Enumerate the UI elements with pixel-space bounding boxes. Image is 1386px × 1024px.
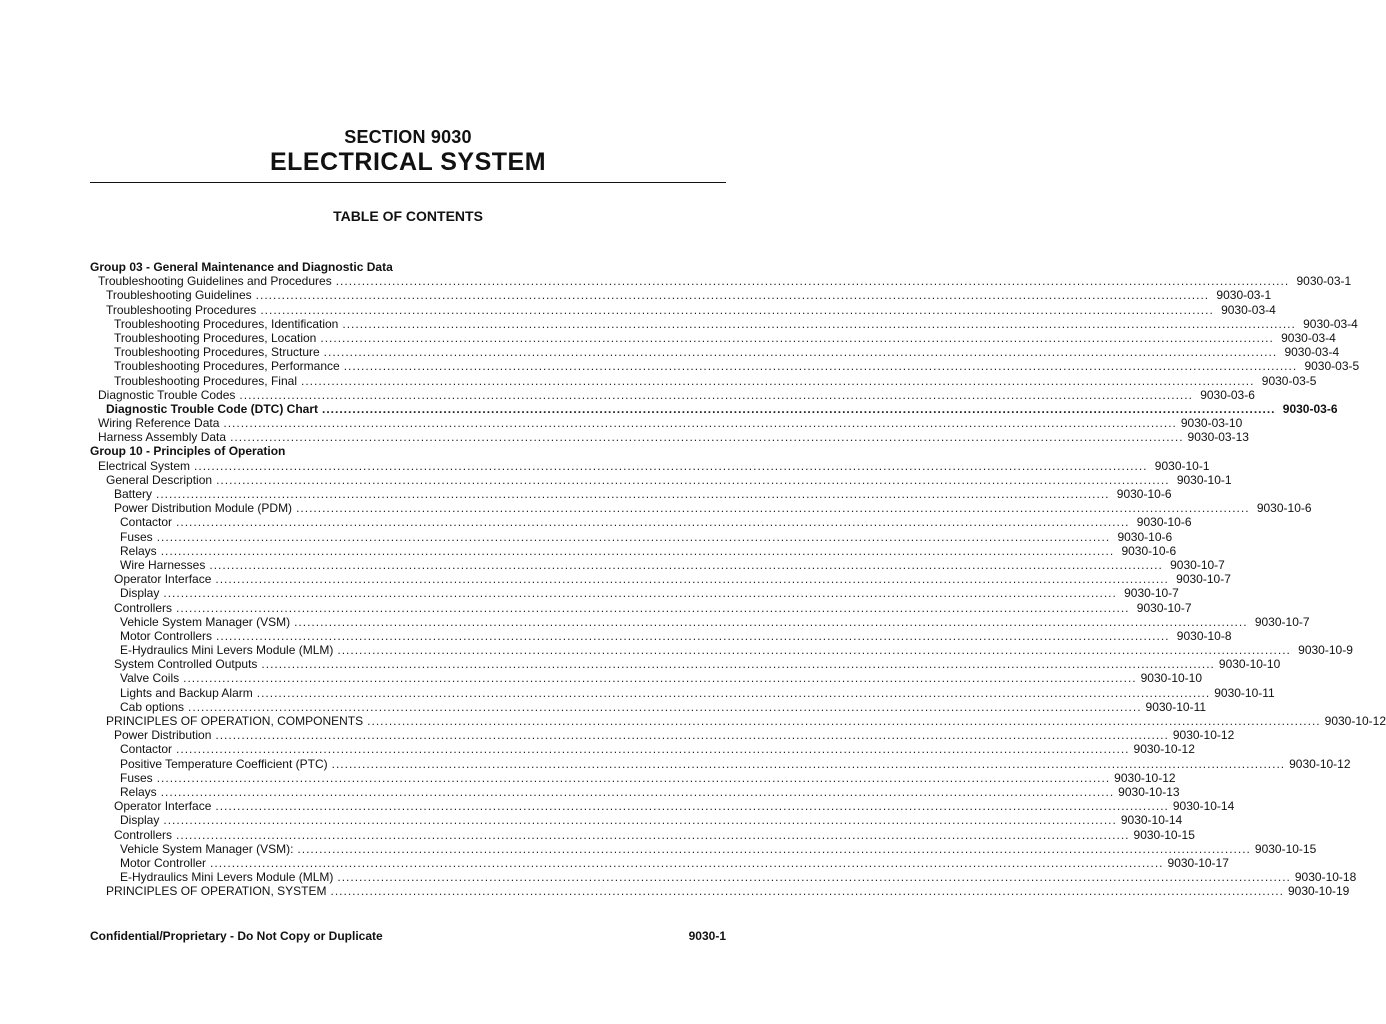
dot-leader: ............................................................................................................................................................................................................................ <box>320 330 1274 345</box>
toc-entry-page: 9030-10-1 <box>1176 472 1232 487</box>
toc-entry-title: Troubleshooting Procedures, Final <box>114 373 297 388</box>
dot-leader: ............................................................................................................................................................................................................................ <box>261 657 1215 672</box>
toc-entry-title: Wire Harnesses <box>120 557 206 572</box>
footer-page-number: 9030-1 <box>688 929 726 943</box>
toc-entry-title: Lights and Backup Alarm <box>120 685 253 700</box>
toc-entry-page: 9030-10-17 <box>1167 855 1229 870</box>
toc-entry-page: 9030-10-13 <box>1118 784 1180 799</box>
dot-leader: ............................................................................................................................................................................................................................ <box>194 458 1148 473</box>
toc-entry-title: Vehicle System Manager (VSM): <box>120 841 294 856</box>
toc-entry-page: 9030-03-6 <box>1200 387 1255 402</box>
toc-entry[interactable] <box>90 657 1281 672</box>
toc-entry[interactable] <box>90 685 1275 700</box>
toc-entry-title: PRINCIPLES OF OPERATION, COMPONENTS <box>106 714 364 728</box>
dot-leader: ............................................................................................................................................................................................................................ <box>294 614 1248 629</box>
toc-entry-page: 9030-03-10 <box>1180 416 1243 431</box>
table-of-contents <box>90 260 1386 899</box>
dot-leader: ............................................................................................................................................................................................................................ <box>337 870 1291 885</box>
dot-leader: ............................................................................................................................................................................................................................ <box>367 714 1321 728</box>
dot-leader: ............................................................................................................................................................................................................................ <box>216 628 1170 643</box>
toc-entry-title: Troubleshooting Guidelines and Procedures <box>98 274 332 289</box>
toc-entry-title: Controllers <box>114 600 173 615</box>
toc-group-heading <box>90 260 726 274</box>
toc-entry-page: 9030-03-6 <box>1282 401 1338 416</box>
toc-entry-page: 9030-10-6 <box>1116 487 1172 501</box>
toc-heading: TABLE OF CONTENTS <box>333 208 483 224</box>
toc-entry[interactable] <box>90 813 1183 828</box>
toc-entry[interactable] <box>90 799 1235 814</box>
toc-entry-page: 9030-10-9 <box>1298 643 1353 658</box>
dot-leader: ............................................................................................................................................................................................................................ <box>160 784 1115 799</box>
toc-entry-title: Valve Coils <box>120 671 180 686</box>
page-title: ELECTRICAL SYSTEM <box>269 148 547 176</box>
toc-entry-page: 9030-10-12 <box>1133 742 1195 757</box>
dot-leader: ............................................................................................................................................................................................................................ <box>297 841 1251 856</box>
toc-entry[interactable] <box>90 714 1386 728</box>
dot-leader: ............................................................................................................................................................................................................................ <box>322 401 1276 416</box>
toc-entry-title: Contactor <box>120 515 173 530</box>
toc-entry[interactable] <box>90 430 1249 445</box>
toc-entry-title: System Controlled Outputs <box>114 657 258 672</box>
toc-entry-page: 9030-10-19 <box>1287 884 1350 899</box>
toc-entry-page: 9030-03-5 <box>1261 373 1317 388</box>
toc-entry-title: General Description <box>106 472 213 487</box>
dot-leader: ............................................................................................................................................................................................................................ <box>156 487 1110 501</box>
toc-entry-page: 9030-10-10 <box>1218 657 1281 672</box>
toc-entry-title: Troubleshooting Guidelines <box>106 288 252 303</box>
toc-entry-page: 9030-10-6 <box>1256 501 1312 516</box>
toc-entry-page: 9030-10-12 <box>1172 728 1235 743</box>
toc-entry[interactable] <box>90 274 1352 289</box>
toc-entry-title: Troubleshooting Procedures, Identification <box>114 316 339 331</box>
dot-leader: ............................................................................................................................................................................................................................ <box>215 728 1169 743</box>
title-divider <box>90 182 726 183</box>
toc-entry[interactable] <box>90 827 1195 842</box>
dot-leader: ............................................................................................................................................................................................................................ <box>331 756 1286 771</box>
toc-entry-page: 9030-10-7 <box>1136 600 1192 615</box>
toc-entry-title: Electrical System <box>98 458 191 473</box>
toc-entry-page: 9030-10-6 <box>1117 529 1173 544</box>
dot-leader: ............................................................................................................................................................................................................................ <box>335 274 1290 289</box>
toc-entry-page: 9030-10-10 <box>1140 671 1203 686</box>
toc-entry-page: 9030-10-18 <box>1294 870 1357 885</box>
toc-entry-page: 9030-10-7 <box>1124 586 1179 601</box>
toc-entry-title: E-Hydraulics Mini Levers Module (MLM) <box>120 870 334 885</box>
toc-entry-page: 9030-10-14 <box>1172 799 1235 814</box>
dot-leader: ............................................................................................................................................................................................................................ <box>176 515 1130 530</box>
toc-entry-title: Power Distribution Module (PDM) <box>114 501 293 516</box>
dot-leader: ............................................................................................................................................................................................................................ <box>209 557 1163 572</box>
toc-entry[interactable] <box>90 586 1179 601</box>
toc-entry-title: Controllers <box>114 827 173 842</box>
dot-leader: ............................................................................................................................................................................................................................ <box>156 770 1111 785</box>
toc-entry-page: 9030-10-11 <box>1214 685 1275 700</box>
toc-entry-title: Relays <box>120 784 157 799</box>
dot-leader: ............................................................................................................................................................................................................................ <box>215 572 1169 587</box>
toc-entry[interactable] <box>90 699 1207 714</box>
toc-entry-title: Diagnostic Trouble Codes <box>98 387 236 402</box>
dot-leader: ............................................................................................................................................................................................................................ <box>296 501 1250 516</box>
dot-leader: ............................................................................................................................................................................................................................ <box>323 345 1278 360</box>
toc-entry[interactable] <box>90 373 1317 388</box>
toc-entry-page: 9030-03-4 <box>1303 316 1358 331</box>
toc-entry[interactable] <box>90 784 1180 799</box>
toc-entry[interactable] <box>90 401 1338 416</box>
toc-entry-title: Harness Assembly Data <box>98 430 227 445</box>
toc-group-title: Group 10 - Principles of Operation <box>90 444 286 459</box>
dot-leader: ............................................................................................................................................................................................................................ <box>176 742 1130 757</box>
toc-entry-page: 9030-10-12 <box>1114 770 1176 785</box>
toc-entry-title: Operator Interface <box>114 799 212 814</box>
toc-entry-page: 9030-10-7 <box>1254 614 1310 629</box>
dot-leader: ............................................................................................................................................................................................................................ <box>330 884 1284 899</box>
toc-entry-page: 9030-03-1 <box>1296 274 1352 289</box>
toc-entry-page: 9030-10-7 <box>1176 572 1231 587</box>
toc-entry[interactable] <box>90 671 1203 686</box>
dot-leader: ............................................................................................................................................................................................................................ <box>216 472 1170 487</box>
toc-entry-title: Contactor <box>120 742 173 757</box>
toc-entry-title: Troubleshooting Procedures, Performance <box>114 359 340 374</box>
toc-entry-page: 9030-10-8 <box>1176 628 1232 643</box>
dot-leader: ............................................................................................................................................................................................................................ <box>188 699 1142 714</box>
toc-entry-page: 9030-10-6 <box>1121 543 1177 558</box>
toc-entry-title: E-Hydraulics Mini Levers Module (MLM) <box>120 643 334 658</box>
toc-entry-title: Positive Temperature Coefficient (PTC) <box>120 756 328 771</box>
dot-leader: ............................................................................................................................................................................................................................ <box>230 430 1184 445</box>
dot-leader: ............................................................................................................................................................................................................................ <box>176 827 1130 842</box>
toc-entry[interactable] <box>90 387 1255 402</box>
toc-entry[interactable] <box>90 543 1177 558</box>
toc-entry[interactable] <box>90 359 1360 374</box>
toc-entry-page: 9030-03-4 <box>1284 345 1340 360</box>
toc-entry[interactable] <box>90 529 1173 544</box>
toc-entry[interactable] <box>90 330 1336 345</box>
toc-entry-title: Wiring Reference Data <box>98 416 220 431</box>
toc-entry[interactable] <box>90 345 1340 360</box>
toc-entry[interactable] <box>90 628 1232 643</box>
toc-entry-page: 9030-10-15 <box>1133 827 1195 842</box>
toc-entry-page: 9030-10-7 <box>1170 557 1225 572</box>
toc-entry-page: 9030-10-11 <box>1145 699 1207 714</box>
toc-entry-title: Fuses <box>120 770 153 785</box>
dot-leader: ............................................................................................................................................................................................................................ <box>223 416 1177 431</box>
dot-leader: ............................................................................................................................................................................................................................ <box>342 316 1296 331</box>
toc-entry-title: Troubleshooting Procedures, Structure <box>114 345 320 360</box>
toc-entry[interactable] <box>90 557 1225 572</box>
toc-entry-title: Power Distribution <box>114 728 212 743</box>
dot-leader: ............................................................................................................................................................................................................................ <box>337 643 1291 658</box>
toc-entry-page: 9030-03-4 <box>1221 302 1276 317</box>
dot-leader: ............................................................................................................................................................................................................................ <box>163 813 1117 828</box>
toc-entry[interactable] <box>90 884 1350 899</box>
footer-confidential-notice: Confidential/Proprietary - Do Not Copy or Duplicate <box>90 929 383 943</box>
toc-entry-page: 9030-10-6 <box>1136 515 1192 530</box>
toc-entry-page: 9030-10-15 <box>1254 841 1317 856</box>
toc-entry-title: Cab options <box>120 699 185 714</box>
toc-entry[interactable] <box>90 614 1310 629</box>
toc-entry-title: Operator Interface <box>114 572 212 587</box>
toc-entry[interactable] <box>90 458 1210 473</box>
dot-leader: ............................................................................................................................................................................................................................ <box>256 685 1211 700</box>
toc-entry[interactable] <box>90 770 1176 785</box>
toc-entry[interactable] <box>90 302 1276 317</box>
dot-leader: ............................................................................................................................................................................................................................ <box>343 359 1298 374</box>
toc-entry[interactable] <box>90 870 1357 885</box>
toc-entry[interactable] <box>90 572 1231 587</box>
toc-entry-title: Motor Controllers <box>120 628 213 643</box>
toc-entry[interactable] <box>90 416 1243 431</box>
toc-entry[interactable] <box>90 501 1312 516</box>
dot-leader: ............................................................................................................................................................................................................................ <box>183 671 1137 686</box>
toc-entry-title: Fuses <box>120 529 153 544</box>
dot-leader: ............................................................................................................................................................................................................................ <box>215 799 1169 814</box>
toc-entry-page: 9030-10-1 <box>1154 458 1210 473</box>
toc-entry-title: Troubleshooting Procedures <box>106 302 257 317</box>
toc-entry-title: Display <box>120 813 160 828</box>
toc-entry[interactable] <box>90 515 1192 530</box>
toc-entry[interactable] <box>90 472 1232 487</box>
toc-entry-page: 9030-03-13 <box>1187 430 1249 445</box>
toc-entry[interactable] <box>90 600 1192 615</box>
toc-group-heading <box>90 444 726 458</box>
toc-entry-title: Vehicle System Manager (VSM) <box>120 614 291 629</box>
toc-entry-page: 9030-03-1 <box>1216 288 1272 303</box>
dot-leader: ............................................................................................................................................................................................................................ <box>176 600 1130 615</box>
toc-entry-page: 9030-10-14 <box>1120 813 1183 828</box>
dot-leader: ............................................................................................................................................................................................................................ <box>163 586 1117 601</box>
toc-entry[interactable] <box>90 728 1235 743</box>
toc-entry-title: Display <box>120 586 160 601</box>
toc-entry-title: Diagnostic Trouble Code (DTC) Chart <box>106 401 319 416</box>
toc-group-title: Group 03 - General Maintenance and Diagnostic Data <box>90 260 393 274</box>
toc-entry-page: 9030-03-5 <box>1304 359 1360 374</box>
dot-leader: ............................................................................................................................................................................................................................ <box>260 302 1214 317</box>
dot-leader: ............................................................................................................................................................................................................................ <box>301 373 1255 388</box>
dot-leader: ............................................................................................................................................................................................................................ <box>210 855 1164 870</box>
dot-leader: ............................................................................................................................................................................................................................ <box>239 387 1193 402</box>
toc-entry[interactable] <box>90 855 1229 870</box>
toc-entry-page: 9030-03-4 <box>1281 330 1336 345</box>
section-number: SECTION 9030 <box>344 127 472 147</box>
toc-entry[interactable] <box>90 742 1195 757</box>
toc-entry-title: Battery <box>114 487 153 501</box>
toc-entry[interactable] <box>90 643 1353 658</box>
dot-leader: ............................................................................................................................................................................................................................ <box>255 288 1210 303</box>
toc-entry[interactable] <box>90 288 1272 303</box>
toc-entry-page: 9030-10-12 <box>1324 714 1386 728</box>
toc-entry[interactable] <box>90 487 1172 501</box>
toc-entry-title: Relays <box>120 543 157 558</box>
toc-entry[interactable] <box>90 756 1351 771</box>
toc-entry-title: Motor Controller <box>120 855 207 870</box>
toc-entry[interactable] <box>90 316 1358 331</box>
dot-leader: ............................................................................................................................................................................................................................ <box>156 529 1111 544</box>
dot-leader: ............................................................................................................................................................................................................................ <box>160 543 1115 558</box>
toc-entry-page: 9030-10-12 <box>1289 756 1351 771</box>
toc-entry-title: Troubleshooting Procedures, Location <box>114 330 317 345</box>
toc-entry[interactable] <box>90 841 1317 856</box>
toc-entry-title: PRINCIPLES OF OPERATION, SYSTEM <box>106 884 327 899</box>
